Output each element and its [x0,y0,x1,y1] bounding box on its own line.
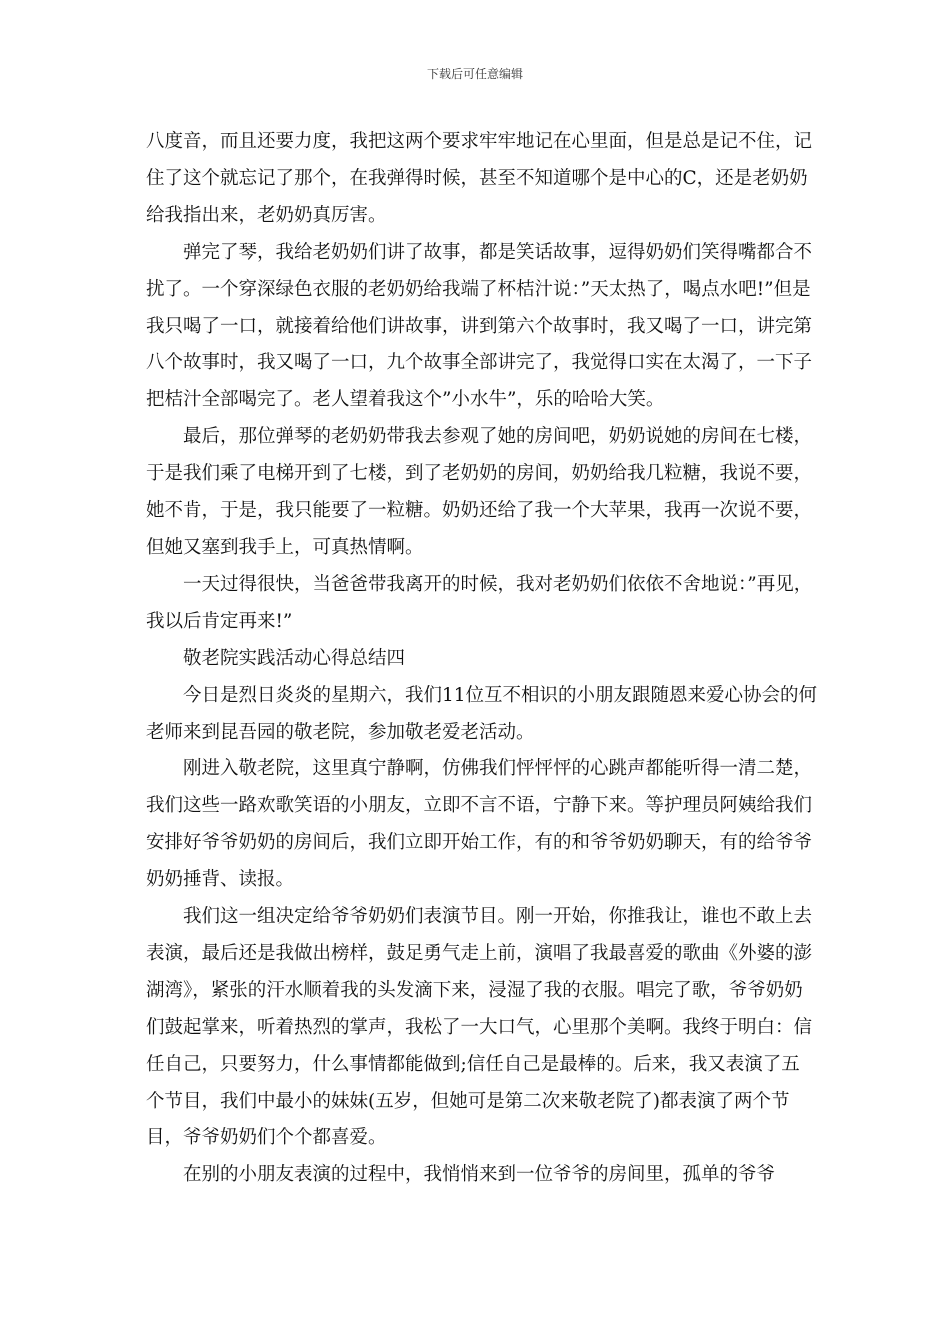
paragraph: 刚进入敬老院，这里真宁静啊，仿佛我们怦怦怦的心跳声都能听得一清二楚，我们这些一路欢歌笑语的小朋友，立即不言不语，宁静下来。等护理员阿姨给我们安排好爷爷奶奶的房间后，我们立即开始工作，有的和爷爷奶奶聊天，有的给爷爷奶奶捶背、读报。 [146,758,813,891]
document-body [146,124,818,1194]
paragraph: 今日是烈日炎炎的星期六，我们11位互不相识的小朋友跟随恩来爱心协会的何老师来到昆吾园的敬老院，参加敬老爱老活动。 [146,684,818,743]
paragraph: 一天过得很快，当爸爸带我离开的时候，我对老奶奶们依依不舍地说：”再见，我以后肯定再来!” [146,573,813,632]
paragraph: 八度音，而且还要力度，我把这两个要求牢牢地记在心里面，但是总是记不住，记住了这个就忘记了那个，在我弹得时候，甚至不知道哪个是中心的C，还是老奶奶给我指出来，老奶奶真厉害。 [146,131,813,226]
section-heading: 敬老院实践活动心得总结四 [183,647,406,669]
paragraph: 弹完了琴，我给老奶奶们讲了故事，都是笑话故事，逗得奶奶们笑得嘴都合不扰了。一个穿深绿色衣服的老奶奶给我端了杯桔汁说：”天太热了，喝点水吧!”但是我只喝了一口，就接着给他们讲故事，讲到第六个故事时，我又喝了一口，讲完第八个故事时，我又喝了一口，九个故事全部讲完了，我觉得口实在太渴了，一下子把桔汁全部喝完了。老人望着我这个”小水牛”，乐的哈哈大笑。 [146,241,813,411]
page-header: 下载后可任意编辑 [426,67,523,81]
paragraph: 在别的小朋友表演的过程中，我悄悄来到一位爷爷的房间里，孤单的爷爷 [183,1164,776,1186]
paragraph: 最后，那位弹琴的老奶奶带我去参观了她的房间吧，奶奶说她的房间在七楼，于是我们乘了电梯开到了七楼，到了老奶奶的房间，奶奶给我几粒糖，我说不要，她不肯，于是，我只能要了一粒糖。奶奶还给了我一个大苹果，我再一次说不要，但她又塞到我手上，可真热情啊。 [146,426,813,558]
paragraph: 我们这一组决定给爷爷奶奶们表演节目。刚一开始，你推我让，谁也不敢上去表演，最后还是我做出榜样，鼓足勇气走上前，演唱了我最喜爱的歌曲《外婆的澎湖湾》，紧张的汗水顺着我的头发滴下来，浸湿了我的衣服。唱完了歌，爷爷奶奶们鼓起掌来，听着热烈的掌声，我松了一大口气，心里那个美啊。我终于明白：信任自己，只要努力，什么事情都能做到;信任自己是最棒的。后来，我又表演了五个节目，我们中最小的妹妹(五岁，但她可是第二次来敬老院了)都表演了两个节目，爷爷奶奶们个个都喜爱。 [146,906,813,1149]
